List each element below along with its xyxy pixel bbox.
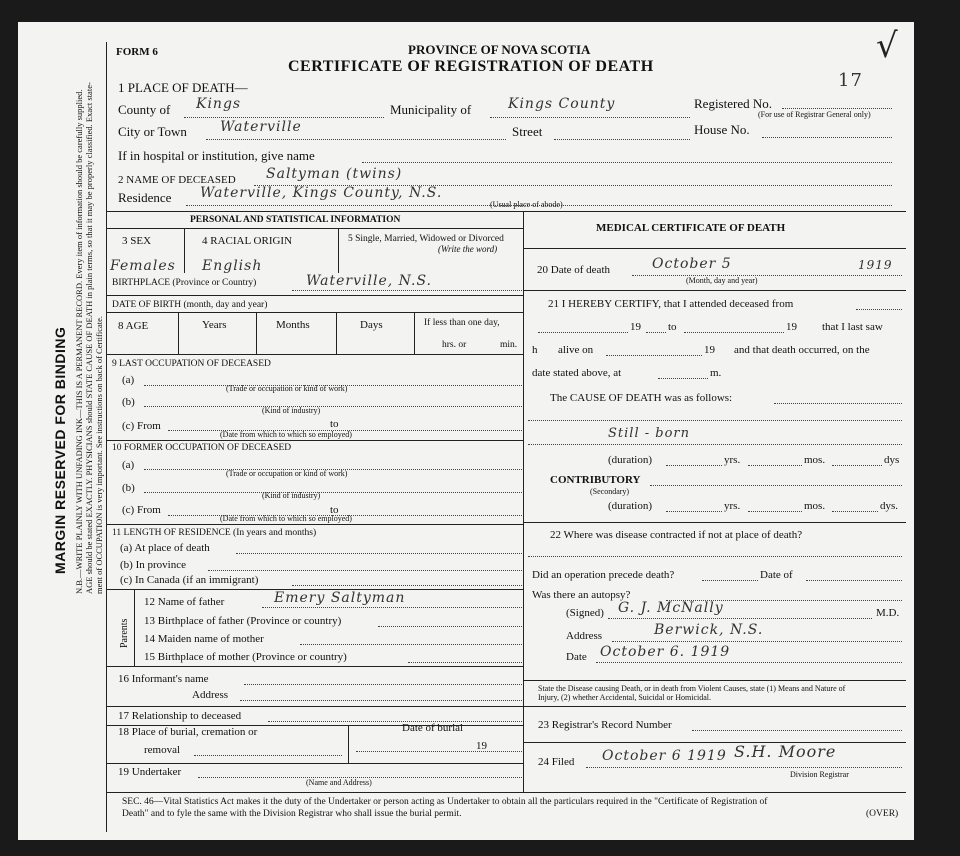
burial-place-label: 18 Place of burial, cremation or <box>118 726 258 738</box>
cause-of-death-label: The CAUSE OF DEATH was as follows: <box>550 392 733 404</box>
certify-alive-on: alive on <box>558 344 594 356</box>
county-label: County of <box>118 102 171 117</box>
residence-label: Residence <box>118 190 172 205</box>
last-occ-a: (a) <box>122 374 135 386</box>
sex-value: Females <box>110 258 176 274</box>
registration-number-value: 17 <box>838 70 863 91</box>
signed-date-value: October 6. 1919 <box>600 644 731 660</box>
primary-mos: mos. <box>804 454 826 466</box>
operation-date-label: Date of <box>760 569 793 581</box>
date-of-death-value: October 5 <box>652 256 732 272</box>
sec46-note-line-2: Death" and to fyle the same with the Division Registrar who shall issue the burial permit. <box>122 809 462 819</box>
parents-side-label: Parents <box>119 618 130 648</box>
margin-instruction-3: ment of OCCUPATION is very important. See instructions on back of Certificate. <box>94 315 104 594</box>
province-title: PROVINCE OF NOVA SCOTIA <box>408 42 591 57</box>
street-label: Street <box>512 124 543 139</box>
certify-19b: 19 <box>786 321 797 333</box>
physician-address-value: Berwick, N.S. <box>654 622 764 638</box>
former-occupation-heading: 10 FORMER OCCUPATION OF DECEASED <box>112 443 292 453</box>
residence-in-province: (b) In province <box>120 559 186 571</box>
contributory-label: CONTRIBUTORY <box>550 474 641 486</box>
certify-date-stated: date stated above, at <box>532 367 622 379</box>
city-value: Waterville <box>220 119 302 135</box>
length-of-residence-heading: 11 LENGTH OF RESIDENCE (In years and months) <box>112 528 317 538</box>
registrar-general-note: (For use of Registrar General only) <box>758 110 871 119</box>
city-label: City or Town <box>118 124 187 139</box>
hrs-label: hrs. or <box>442 340 467 350</box>
md-label: M.D. <box>876 607 900 619</box>
filed-date-value: October 6 1919 <box>602 748 727 764</box>
form-number: FORM 6 <box>116 46 158 58</box>
contributory-yrs: yrs. <box>724 500 741 512</box>
last-occ-to: to <box>330 418 339 430</box>
residence-at-place: (a) At place of death <box>120 542 210 554</box>
residence-value: Waterville, Kings County, N.S. <box>200 185 443 201</box>
months-label: Months <box>276 319 310 331</box>
registered-no-label: Registered No. <box>694 96 772 111</box>
margin-reserved-label: MARGIN RESERVED FOR BINDING <box>52 326 68 574</box>
signed-label: (Signed) <box>566 607 604 619</box>
former-occ-to: to <box>330 504 339 516</box>
former-industry-note: (Kind of industry) <box>262 491 321 500</box>
certify-last-saw: that I last saw <box>822 321 883 333</box>
primary-duration: (duration) <box>608 454 652 466</box>
primary-yrs: yrs. <box>724 454 741 466</box>
informant-address-label: Address <box>192 689 229 701</box>
municipality-label: Municipality of <box>390 102 472 117</box>
personal-info-heading: PERSONAL AND STATISTICAL INFORMATION <box>190 215 401 225</box>
medical-certificate-heading: MEDICAL CERTIFICATE OF DEATH <box>596 222 786 234</box>
residence-in-canada: (c) In Canada (if an immigrant) <box>120 574 259 586</box>
father-name-value: Emery Saltyman <box>274 590 406 606</box>
filed-label: 24 Filed <box>538 756 575 768</box>
sex-label: 3 SEX <box>122 235 152 247</box>
certify-19a: 19 <box>630 321 641 333</box>
racial-origin-value: English <box>202 258 263 274</box>
last-occ-b: (b) <box>122 396 135 408</box>
name-of-deceased-value: Saltyman (twins) <box>266 166 403 182</box>
certificate-page <box>18 22 914 840</box>
birthplace-value: Waterville, N.S. <box>306 273 432 289</box>
cause-of-death-value: Still - born <box>608 426 690 441</box>
place-of-death-heading: 1 PLACE OF DEATH— <box>118 80 248 95</box>
former-occ-from: (c) From <box>122 504 161 516</box>
date-of-death-note: (Month, day and year) <box>686 276 758 285</box>
certify-line-1: 21 I HEREBY CERTIFY, that I attended deceased from <box>548 298 794 310</box>
years-label: Years <box>202 319 227 331</box>
informant-name-label: 16 Informant's name <box>118 673 209 685</box>
primary-dys: dys <box>884 454 900 466</box>
physician-address-label: Address <box>566 630 603 642</box>
name-of-deceased-label: 2 NAME OF DECEASED <box>118 174 236 186</box>
division-registrar-label: Division Registrar <box>790 770 849 779</box>
certify-h: h <box>532 344 538 356</box>
relationship-label: 17 Relationship to deceased <box>118 710 242 722</box>
marital-status-label: 5 Single, Married, Widowed or Divorced <box>348 234 504 244</box>
date-of-death-label: 20 Date of death <box>537 264 610 276</box>
date-of-death-year: 1919 <box>858 258 893 272</box>
certify-to: to <box>668 321 677 333</box>
contributory-duration: (duration) <box>608 500 652 512</box>
registrar-signature: S.H. Moore <box>734 742 837 761</box>
name-address-note: (Name and Address) <box>306 778 372 787</box>
father-name-label: 12 Name of father <box>144 596 225 608</box>
former-trade-note: (Trade or occupation or kind of work) <box>226 469 348 478</box>
age-label: 8 AGE <box>118 320 149 332</box>
undertaker-label: 19 Undertaker <box>118 766 182 778</box>
certify-death-occurred: and that death occurred, on the <box>734 344 870 356</box>
former-occ-b: (b) <box>122 482 135 494</box>
disease-contracted-label: 22 Where was disease contracted if not at place of death? <box>550 529 803 541</box>
margin-instruction-2: AGE should be stated EXACTLY. PHYSICIANS should STATE CAUSE OF DEATH in plain terms, so that it may be properly classified. Exact state- <box>84 82 94 594</box>
birthplace-label: BIRTHPLACE (Province or Country) <box>112 278 257 288</box>
registrar-record-label: 23 Registrar's Record Number <box>538 719 672 731</box>
house-no-label: House No. <box>694 122 750 137</box>
last-occupation-heading: 9 LAST OCCUPATION OF DECEASED <box>112 359 271 369</box>
checkmark-icon: √ <box>876 26 898 66</box>
autopsy-label: Was there an autopsy? <box>532 589 631 601</box>
contributory-mos: mos. <box>804 500 826 512</box>
min-label: min. <box>500 340 518 350</box>
father-birthplace-label: 13 Birthplace of father (Province or country) <box>144 615 342 627</box>
municipality-value: Kings County <box>508 96 616 112</box>
last-industry-note: (Kind of industry) <box>262 406 321 415</box>
over-label: (OVER) <box>866 809 899 819</box>
physician-signature: G. J. McNally <box>618 600 724 616</box>
page-title: CERTIFICATE OF REGISTRATION OF DEATH <box>288 58 654 75</box>
state-disease-note-1: State the Disease causing Death, or in death from Violent Causes, state (1) Means and Nature of <box>538 684 846 693</box>
margin-instruction-1: N.B.—WRITE PLAINLY WITH UNFADING INK—THIS IS A PERMANENT RECORD. Every item of information should be carefully supplied. <box>74 89 84 594</box>
burial-year-prefix: 19 <box>476 740 487 752</box>
state-disease-note-2: Injury, (2) whether Accidental, Suicidal or Homicidal. <box>538 693 711 702</box>
mother-birthplace-label: 15 Birthplace of mother (Province or country) <box>144 651 347 663</box>
marital-note: (Write the word) <box>438 244 498 254</box>
less-than-day-label: If less than one day, <box>424 318 500 328</box>
county-value: Kings <box>196 96 242 112</box>
date-of-birth-label: DATE OF BIRTH (month, day and year) <box>112 300 268 310</box>
last-trade-note: (Trade or occupation or kind of work) <box>226 384 348 393</box>
usual-abode-note: (Usual place of abode) <box>490 200 563 209</box>
former-date-note: (Date from which to which so employed) <box>220 514 352 523</box>
date-of-burial-label: Date of burial <box>402 722 464 734</box>
secondary-note: (Secondary) <box>590 487 630 496</box>
mother-name-label: 14 Maiden name of mother <box>144 633 264 645</box>
operation-label: Did an operation precede death? <box>532 569 675 581</box>
contributory-dys: dys. <box>880 500 899 512</box>
signed-date-label: Date <box>566 651 587 663</box>
sec46-note-line-1: SEC. 46—Vital Statistics Act makes it the duty of the Undertaker or person acting as Undertaker to obtain all the particulars required in the "Certificate of Registration of <box>122 797 768 807</box>
last-date-note: (Date from which to which so employed) <box>220 430 352 439</box>
last-occ-from: (c) From <box>122 420 161 432</box>
certify-19c: 19 <box>704 344 715 356</box>
burial-removal-label: removal <box>144 744 181 756</box>
hospital-label: If in hospital or institution, give name <box>118 148 315 163</box>
certify-m: m. <box>710 367 722 379</box>
racial-origin-label: 4 RACIAL ORIGIN <box>202 235 293 247</box>
former-occ-a: (a) <box>122 459 135 471</box>
days-label: Days <box>360 319 383 331</box>
